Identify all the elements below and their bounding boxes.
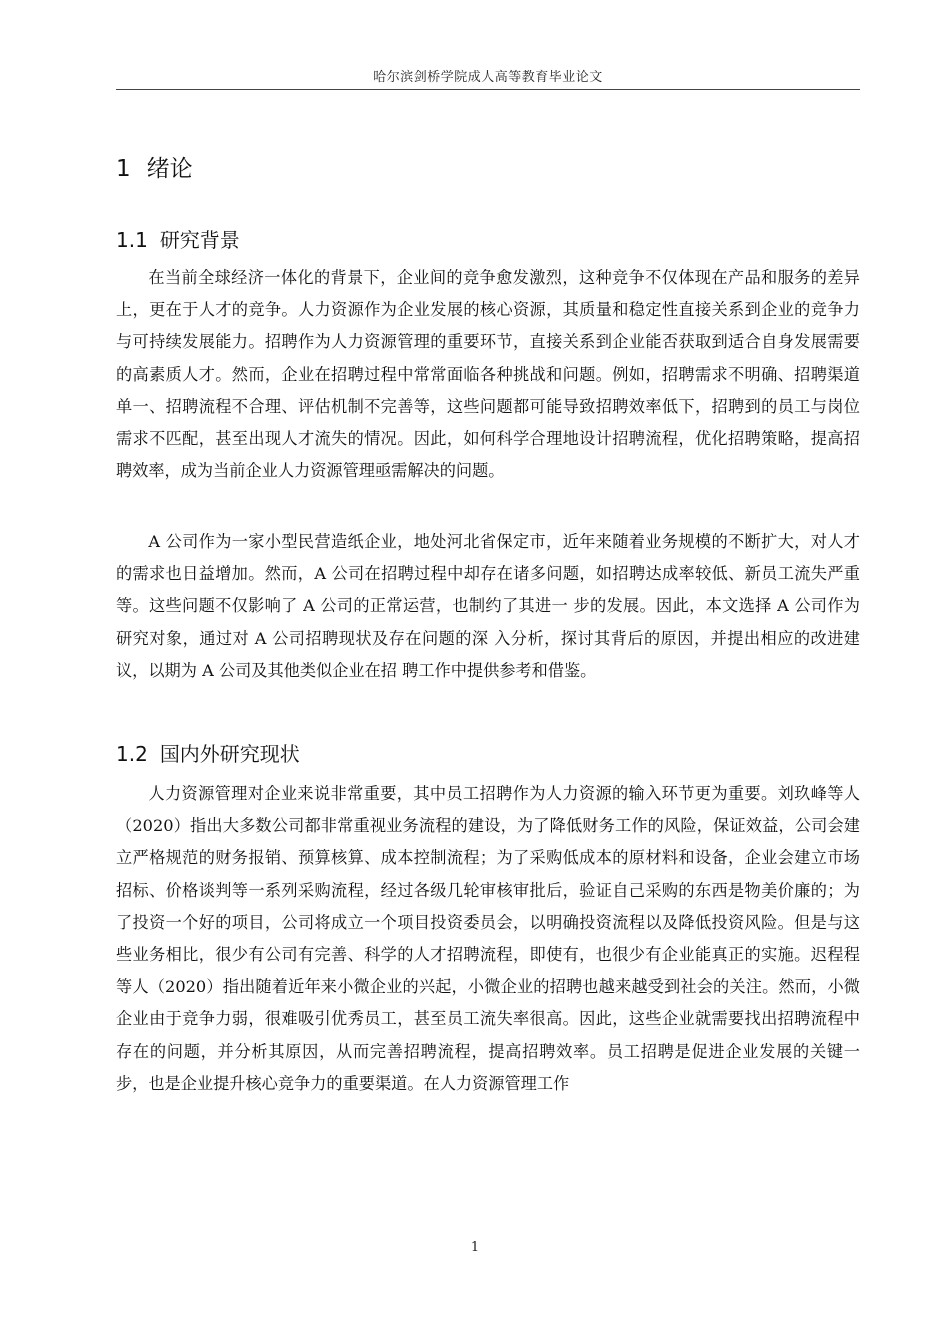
section-heading-1-2 xyxy=(116,738,300,767)
paragraph-research-background-2: A 公司作为一家小型民营造纸企业，地处河北省保定市，近年来随着业务规模的不断扩大，对人才的需求也日益增加。然而，A 公司在招聘过程中却存在诸多问题，如招聘达成率较低、新员工流失严重等。这些问题不仅影响了 A 公司的正常运营，也制约了其进一 步的发展。因此，本文选择 A 公司作为研究对象，通过对 A 公司招聘现状及存在问题的深 入分析，探讨其背后的原因，并提出相应的改进建议，以期为 A 公司及其他类似企业在招 聘工作中提供参考和借鉴。 xyxy=(116,532,860,680)
running-header: 哈尔滨剑桥学院成人高等教育毕业论文 xyxy=(373,70,603,85)
section-heading-1-1 xyxy=(116,224,240,253)
section-title: 研究背景 xyxy=(159,228,240,252)
paragraph-research-background-1: 在当前全球经济一体化的背景下，企业间的竞争愈发激烈，这种竞争不仅体现在产品和服务的差异上，更在于人才的竞争。人力资源作为企业发展的核心资源，其质量和稳定性直接关系到企业的竞争力与可持续发展能力。招聘作为人力资源管理的重要环节，直接关系到企业能否获取到适合自身发展需要的高素质人才。然而，企业在招聘过程中常常面临各种挑战和问题。例如，招聘需求不明确、招聘渠道单一、招聘流程不合理、评估机制不完善等，这些问题都可能导致招聘效率低下，招聘到的员工与岗位需求不匹配，甚至出现人才流失的情况。因此，如何科学合理地设计招聘流程，优化招聘策略，提高招聘效率，成为当前企业人力资源管理亟需解决的问题。 xyxy=(116,268,860,481)
header-divider xyxy=(116,89,860,90)
paragraph-research-status-1: 人力资源管理对企业来说非常重要，其中员工招聘作为人力资源的输入环节更为重要。刘玖峰等人（2020）指出大多数公司都非常重视业务流程的建设，为了降低财务工作的风险，保证效益，公司会建立严格规范的财务报销、预算核算、成本控制流程；为了采购低成本的原材料和设备，企业会建立市场招标、价格谈判等一系列采购流程，经过各级几轮审核审批后，验证自己采购的东西是物美价廉的；为了投资一个好的项目，公司将成立一个项目投资委员会，以明确投资流程以及降低投资风险。但是与这些业务相比，很少有公司有完善、科学的人才招聘流程，即使有，也很少有企业能真正的实施。迟程程等人（2020）指出随着近年来小微企业的兴起，小微企业的招聘也越来越受到社会的关注。然而，小微企业由于竞争力弱，很难吸引优秀员工，甚至员工流失率很高。因此，这些企业就需要找出招聘流程中存在的问题，并分析其原因，从而完善招聘流程，提高招聘效率。员工招聘是促进企业发展的关键一步，也是企业提升核心竞争力的重要渠道。在人力资源管理工作 xyxy=(116,784,860,1093)
chapter-title: 绪论 xyxy=(146,156,193,182)
chapter-heading xyxy=(116,150,193,183)
page-number: 1 xyxy=(470,1240,480,1255)
chapter-number: 1 xyxy=(116,156,131,182)
section-number: 1.1 xyxy=(116,228,148,252)
section-title: 国内外研究现状 xyxy=(159,742,300,766)
section-number: 1.2 xyxy=(116,742,148,766)
